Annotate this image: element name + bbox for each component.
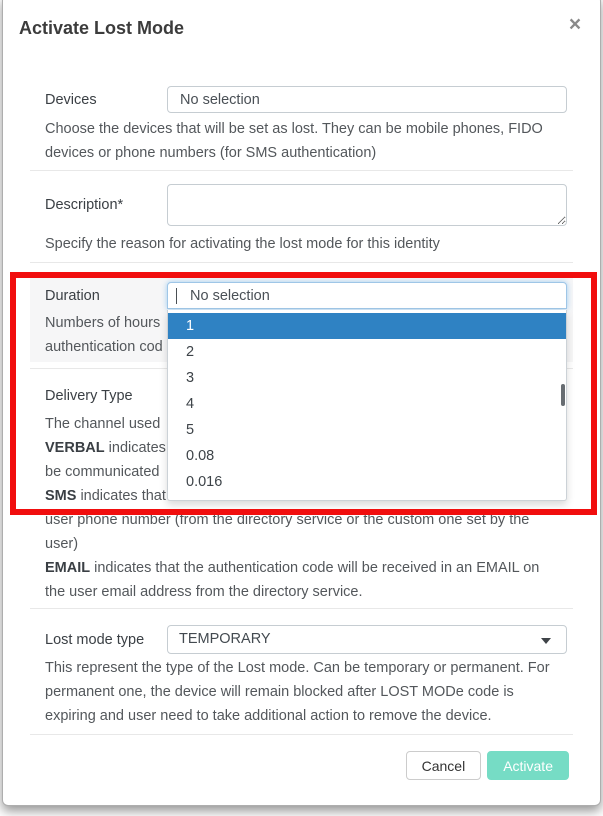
duration-option[interactable]: 4 — [186, 396, 195, 412]
delivery-help-line: user phone number (from the directory service or the custom one set by the — [45, 512, 530, 528]
description-field-group — [30, 171, 573, 262]
delivery-help-line: be communicated — [45, 464, 160, 480]
dialog-title: Activate Lost Mode — [19, 18, 185, 38]
description-textarea[interactable] — [167, 184, 567, 226]
delivery-type-label: Delivery Type — [45, 387, 133, 404]
lost-mode-help-line: This represent the type of the Lost mode. Can be temporary or permanent. For — [45, 660, 550, 676]
duration-option[interactable]: 2 — [186, 344, 195, 360]
duration-placeholder: No selection — [190, 287, 270, 304]
lost-mode-type-value: TEMPORARY — [179, 631, 271, 647]
duration-option[interactable]: 0.08 — [186, 448, 215, 464]
duration-combobox[interactable] — [167, 282, 567, 309]
duration-option[interactable]: 1 — [168, 313, 566, 339]
delivery-help-line: EMAIL indicates that the authentication code will be received in an EMAIL on — [45, 560, 540, 576]
duration-dropdown-list — [167, 310, 567, 501]
duration-option[interactable]: 0.016 — [186, 474, 223, 490]
lost-mode-help-line: permanent one, the device will remain blocked after LOST MODe code is — [45, 684, 514, 700]
devices-input[interactable] — [167, 86, 567, 113]
text-cursor — [176, 288, 177, 304]
chevron-down-icon — [541, 638, 551, 644]
delivery-help-line: VERBAL indicates — [45, 440, 166, 456]
lost-mode-type-label: Lost mode type — [45, 631, 145, 648]
delivery-help-line: The channel used — [45, 416, 161, 432]
delivery-help-line: user) — [45, 536, 79, 552]
devices-label: Devices — [45, 91, 97, 108]
cancel-button[interactable]: Cancel — [406, 751, 482, 780]
delivery-help-line: SMS indicates that — [45, 488, 166, 504]
devices-field-group — [30, 78, 573, 170]
duration-option[interactable]: 3 — [186, 370, 195, 386]
description-help-line: Specify the reason for activating the lost mode for this identity — [45, 236, 440, 252]
duration-help-line: Numbers of hours — [45, 315, 161, 331]
section-divider — [30, 262, 573, 263]
lost-mode-type-select[interactable] — [167, 625, 567, 654]
devices-help-line: Choose the devices that will be set as lost. They can be mobile phones, FIDO — [45, 121, 543, 137]
close-icon[interactable]: × — [564, 14, 586, 36]
duration-help-line: authentication cod — [45, 339, 163, 355]
dialog-header — [3, 0, 600, 40]
dialog-footer — [3, 735, 600, 802]
lost-mode-help-line: expiring and user need to take additional action to remove the device. — [45, 708, 492, 724]
devices-help-line: devices or phone numbers (for SMS authentication) — [45, 145, 377, 161]
delivery-help-line: the user email address from the directory service. — [45, 584, 363, 600]
activate-button[interactable]: Activate — [487, 751, 569, 780]
description-label: Description* — [45, 197, 124, 213]
duration-option[interactable]: 5 — [186, 422, 195, 438]
duration-label: Duration — [45, 287, 100, 304]
lost-mode-type-field-group — [30, 609, 573, 734]
dropdown-scrollbar-thumb[interactable] — [561, 384, 565, 406]
